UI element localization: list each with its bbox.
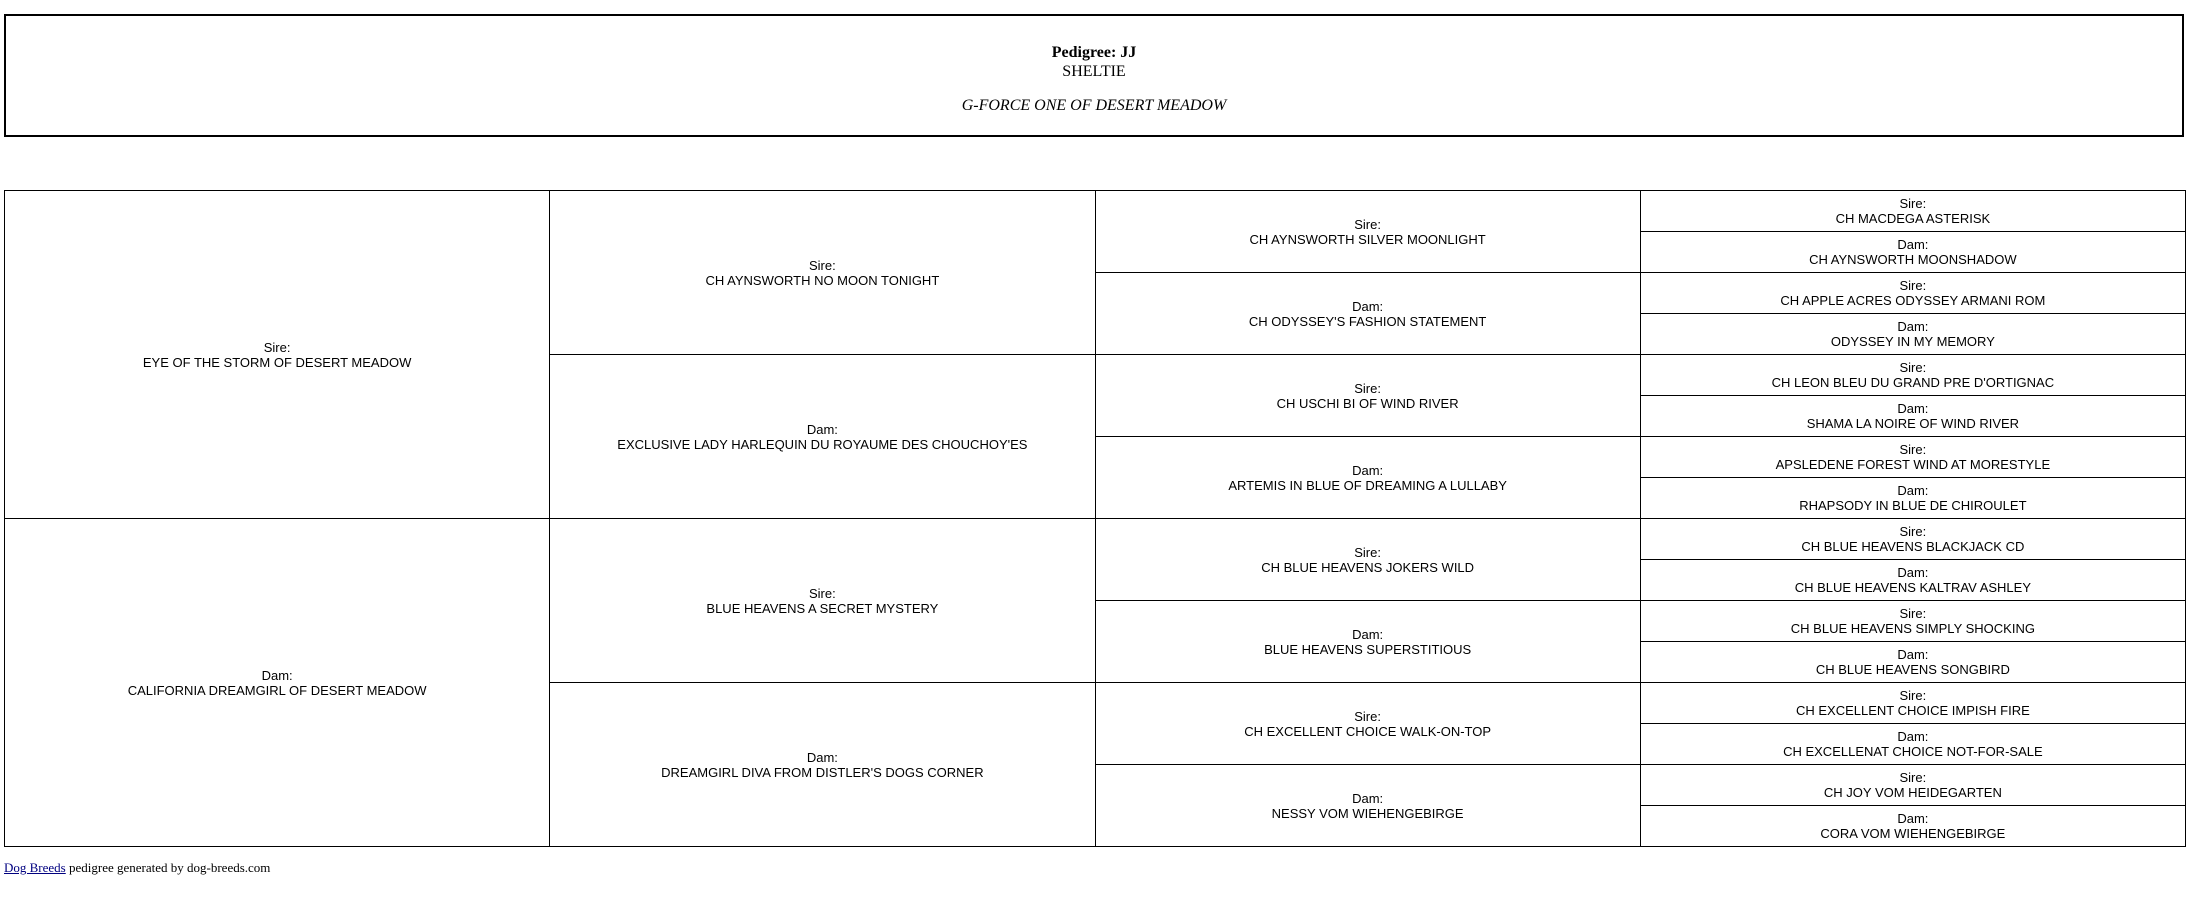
ancestor-name: APSLEDENE FOREST WIND AT MORESTYLE xyxy=(1775,457,2051,472)
ancestor-cell-gen4-8 xyxy=(1640,519,2185,560)
ancestor-role: Dam: xyxy=(1897,647,1929,662)
ancestor-name: CH ODYSSEY'S FASHION STATEMENT xyxy=(1248,313,1487,329)
ancestor-role: Sire: xyxy=(809,585,836,601)
ancestor-name: CORA VOM WIEHENGEBIRGE xyxy=(1820,826,2006,841)
ancestor-name: CH BLUE HEAVENS SONGBIRD xyxy=(1815,662,2010,677)
ancestor-name: CH EXCELLENT CHOICE IMPISH FIRE xyxy=(1795,703,2030,718)
ancestor-cell-gen3-0 xyxy=(1095,191,1640,273)
ancestor-name: CH EXCELLENT CHOICE WALK-ON-TOP xyxy=(1244,723,1492,739)
ancestor-name: EYE OF THE STORM OF DESERT MEADOW xyxy=(142,354,412,370)
ancestor-cell-gen4-6 xyxy=(1640,437,2185,478)
ancestor-cell-gen3-3 xyxy=(1095,437,1640,519)
ancestor-cell-gen4-1 xyxy=(1640,232,2185,273)
ancestor-role: Sire: xyxy=(1899,606,1927,621)
ancestor-name: EXCLUSIVE LADY HARLEQUIN DU ROYAUME DES CHOUCHOY'ES xyxy=(617,436,1028,452)
ancestor-cell-gen4-9 xyxy=(1640,560,2185,601)
ancestor-cell-gen4-13 xyxy=(1640,724,2185,765)
ancestor-cell-gen2-1 xyxy=(550,355,1095,519)
ancestor-cell-gen4-7 xyxy=(1640,478,2185,519)
ancestor-name: CH AYNSWORTH SILVER MOONLIGHT xyxy=(1249,231,1486,247)
ancestor-cell-gen4-15 xyxy=(1640,806,2185,847)
table-row xyxy=(5,191,2186,232)
ancestor-name: CH BLUE HEAVENS JOKERS WILD xyxy=(1261,559,1475,575)
ancestor-role: Sire: xyxy=(1354,380,1381,396)
ancestor-role: Sire: xyxy=(1899,442,1927,457)
ancestor-role: Dam: xyxy=(1897,565,1929,580)
ancestor-cell-gen2-0 xyxy=(550,191,1095,355)
ancestor-cell-gen4-4 xyxy=(1640,355,2185,396)
ancestor-cell-gen4-11 xyxy=(1640,642,2185,683)
ancestor-name: CH BLUE HEAVENS KALTRAV ASHLEY xyxy=(1794,580,2031,595)
ancestor-cell-gen3-2 xyxy=(1095,355,1640,437)
footer xyxy=(4,860,270,876)
ancestor-cell-gen4-5 xyxy=(1640,396,2185,437)
ancestor-role: Sire: xyxy=(809,257,836,273)
breed-name: SHELTIE xyxy=(1062,63,1126,80)
ancestor-name: CH MACDEGA ASTERISK xyxy=(1835,211,1991,226)
ancestor-name: DREAMGIRL DIVA FROM DISTLER'S DOGS CORNER xyxy=(661,764,984,780)
ancestor-name: ARTEMIS IN BLUE OF DREAMING A LULLABY xyxy=(1228,477,1507,493)
ancestor-role: Sire: xyxy=(1354,708,1381,724)
ancestor-cell-gen4-0 xyxy=(1640,191,2185,232)
ancestor-name: CH LEON BLEU DU GRAND PRE D'ORTIGNAC xyxy=(1771,375,2055,390)
ancestor-role: Dam: xyxy=(1897,729,1929,744)
ancestor-cell-gen2-2 xyxy=(550,519,1095,683)
pedigree-header xyxy=(4,14,2184,137)
ancestor-cell-gen1-1 xyxy=(5,519,550,847)
ancestor-name: NESSY VOM WIEHENGEBIRGE xyxy=(1271,805,1464,821)
ancestor-cell-gen4-3 xyxy=(1640,314,2185,355)
ancestor-role: Sire: xyxy=(1899,278,1927,293)
ancestor-cell-gen4-12 xyxy=(1640,683,2185,724)
ancestor-role: Dam: xyxy=(261,667,293,683)
ancestor-name: CH BLUE HEAVENS SIMPLY SHOCKING xyxy=(1790,621,2035,636)
ancestor-name: ODYSSEY IN MY MEMORY xyxy=(1830,334,1995,349)
ancestor-role: Sire: xyxy=(1899,360,1927,375)
ancestor-cell-gen4-10 xyxy=(1640,601,2185,642)
ancestor-name: CH BLUE HEAVENS BLACKJACK CD xyxy=(1801,539,2025,554)
ancestor-name: CH APPLE ACRES ODYSSEY ARMANI ROM xyxy=(1780,293,2046,308)
ancestor-name: CH AYNSWORTH NO MOON TONIGHT xyxy=(705,272,940,288)
ancestor-cell-gen2-3 xyxy=(550,683,1095,847)
ancestor-role: Dam: xyxy=(1352,790,1384,806)
ancestor-name: RHAPSODY IN BLUE DE CHIROULET xyxy=(1799,498,2027,513)
ancestor-name: CH JOY VOM HEIDEGARTEN xyxy=(1823,785,2002,800)
ancestor-role: Sire: xyxy=(1899,770,1927,785)
ancestor-role: Sire: xyxy=(263,339,291,355)
ancestor-name: SHAMA LA NOIRE OF WIND RIVER xyxy=(1806,416,2020,431)
ancestor-role: Sire: xyxy=(1899,688,1927,703)
ancestor-name: BLUE HEAVENS A SECRET MYSTERY xyxy=(706,600,939,616)
ancestor-role: Sire: xyxy=(1354,216,1381,232)
ancestor-role: Dam: xyxy=(1352,626,1384,642)
ancestor-role: Dam: xyxy=(1352,298,1384,314)
ancestor-role: Dam: xyxy=(1897,483,1929,498)
ancestor-role: Dam: xyxy=(1897,401,1929,416)
pedigree-table xyxy=(4,190,2186,847)
ancestor-cell-gen3-1 xyxy=(1095,273,1640,355)
ancestor-name: BLUE HEAVENS SUPERSTITIOUS xyxy=(1264,641,1472,657)
ancestor-name: CALIFORNIA DREAMGIRL OF DESERT MEADOW xyxy=(127,682,427,698)
ancestor-name: CH EXCELLENAT CHOICE NOT-FOR-SALE xyxy=(1783,744,2043,759)
ancestor-role: Dam: xyxy=(1897,319,1929,334)
ancestor-role: Dam: xyxy=(806,749,838,765)
dog-breeds-link[interactable]: Dog Breeds xyxy=(4,860,66,875)
dog-name: G-FORCE ONE OF DESERT MEADOW xyxy=(961,97,1227,114)
table-row xyxy=(5,519,2186,560)
ancestor-role: Dam: xyxy=(1352,462,1384,478)
footer-text: pedigree generated by dog-breeds.com xyxy=(65,860,271,875)
ancestor-role: Sire: xyxy=(1899,196,1927,211)
ancestor-role: Dam: xyxy=(1897,237,1929,252)
page-title: Pedigree: JJ xyxy=(1051,44,1137,61)
ancestor-role: Sire: xyxy=(1354,544,1381,560)
ancestor-cell-gen3-4 xyxy=(1095,519,1640,601)
ancestor-cell-gen3-5 xyxy=(1095,601,1640,683)
ancestor-cell-gen3-7 xyxy=(1095,765,1640,847)
ancestor-cell-gen4-2 xyxy=(1640,273,2185,314)
ancestor-role: Dam: xyxy=(806,421,838,437)
ancestor-cell-gen1-0 xyxy=(5,191,550,519)
ancestor-name: CH AYNSWORTH MOONSHADOW xyxy=(1809,252,2017,267)
ancestor-cell-gen3-6 xyxy=(1095,683,1640,765)
ancestor-cell-gen4-14 xyxy=(1640,765,2185,806)
ancestor-name: CH USCHI BI OF WIND RIVER xyxy=(1276,395,1459,411)
ancestor-role: Sire: xyxy=(1899,524,1927,539)
ancestor-role: Dam: xyxy=(1897,811,1929,826)
